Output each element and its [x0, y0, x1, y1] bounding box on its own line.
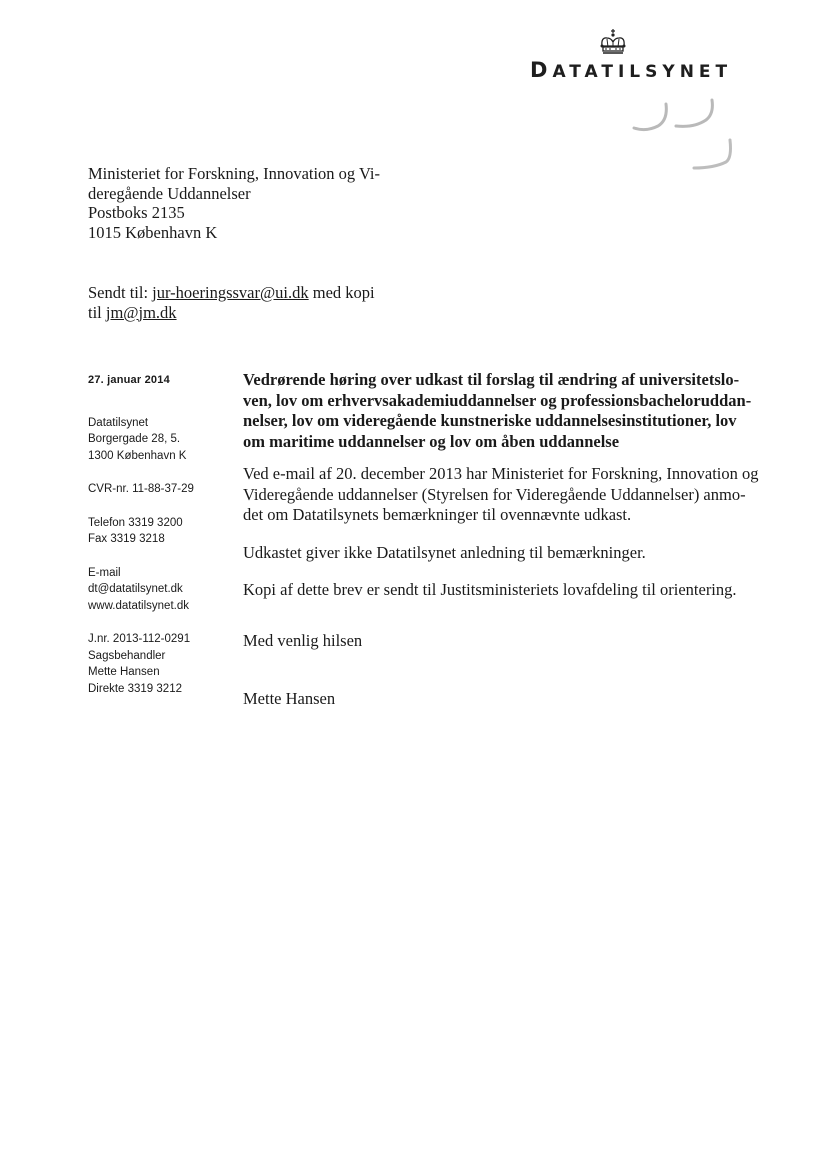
initials-mark-icon — [628, 98, 738, 178]
signer-name: Mette Hansen — [243, 689, 336, 708]
recipient-address — [88, 164, 398, 242]
paragraph-3: Kopi af dette brev er sendt til Justitsministeriets lovafdeling til orientering. — [243, 580, 737, 599]
phone-info: Telefon 3319 3200 Fax 3319 3218 — [88, 516, 183, 545]
sent-prefix: Sendt til: — [88, 283, 153, 302]
sender-address: Datatilsynet Borgergade 28, 5. 1300 København K — [88, 416, 187, 462]
email-link-copy[interactable]: jm@jm.dk — [105, 302, 177, 322]
recipient-line: Ministeriet for Forskning, Innovation og Vi- — [88, 164, 381, 183]
sent-to — [88, 283, 375, 322]
letter-date: 27. januar 2014 — [88, 374, 170, 386]
paragraph-1: Ved e-mail af 20. december 2013 har Ministeriet for Forskning, Innovation og Videregående uddannelser (Styrelsen for Videregående Uddannelser) anmo- det om Datatilsynets bemærkninger til ovennævnte udkast. — [243, 464, 759, 524]
letter-subject: Vedrørende høring over udkast til forslag til ændring af universitetslo- ven, lov om erhvervsakademiuddannelser og professionsbacheloruddan- nelser, lov om videregående kunstneriske uddannelsesinstitutioner, lov om maritime uddannelser og lov om åben uddannelse — [243, 370, 752, 451]
letter-body — [243, 370, 773, 710]
email-link-primary[interactable]: jur-hoeringssvar@ui.dk — [152, 283, 309, 302]
recipient-line: Postboks 2135 — [88, 203, 185, 222]
paragraph-2: Udkastet giver ikke Datatilsynet anledning til bemærkninger. — [243, 542, 646, 562]
logo-wordmark: DATATILSYNET — [530, 58, 733, 82]
logo — [530, 28, 754, 82]
recipient-line: 1015 København K — [88, 222, 218, 242]
sent-line2-prefix: til — [88, 302, 106, 322]
contact-info: E-mail dt@datatilsynet.dk www.datatilsynet.dk — [88, 566, 189, 612]
recipient-line: deregående Uddannelser — [88, 183, 251, 203]
crown-icon — [598, 28, 628, 56]
closing: Med venlig hilsen — [243, 630, 363, 650]
sent-middle: med kopi — [308, 283, 375, 302]
cvr-number: CVR-nr. 11-88-37-29 — [88, 483, 194, 495]
case-info: J.nr. 2013-112-0291 Sagsbehandler Mette Hansen Direkte 3319 3212 — [88, 633, 191, 695]
sidebar-info — [88, 372, 228, 714]
